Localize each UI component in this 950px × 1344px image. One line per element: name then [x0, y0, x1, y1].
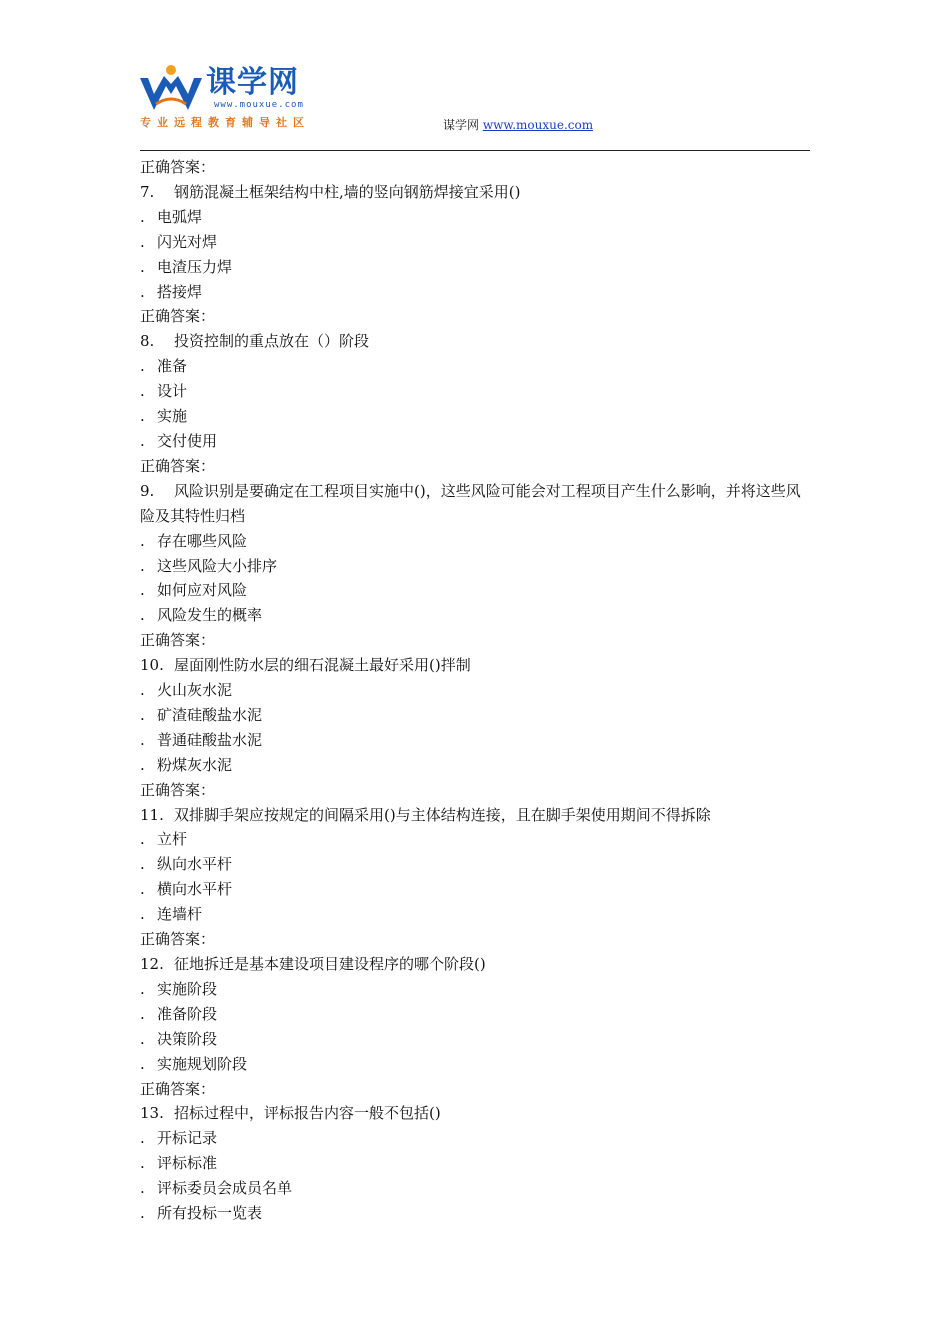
- option-item[interactable]: [140, 902, 812, 927]
- option-marker: .: [140, 257, 145, 276]
- option-marker: .: [140, 855, 145, 874]
- question-item: [140, 952, 812, 977]
- option-text: 搭接焊: [157, 282, 203, 301]
- site-reference: [443, 116, 593, 133]
- question-item: [140, 653, 812, 678]
- option-item[interactable]: [140, 429, 812, 454]
- option-item[interactable]: [140, 678, 812, 703]
- answer-label: 正确答案：: [140, 930, 216, 949]
- option-item[interactable]: [140, 230, 812, 255]
- question-number: 12.: [140, 955, 164, 973]
- option-marker: .: [140, 357, 145, 376]
- question-text: 投资控制的重点放在（）阶段: [174, 332, 370, 351]
- option-marker: .: [140, 407, 145, 426]
- option-item[interactable]: [140, 205, 812, 230]
- question-text: 征地拆迁是基本建设项目建设程序的哪个阶段(): [174, 955, 486, 973]
- option-text: 所有投标一览表: [157, 1204, 263, 1223]
- option-marker: .: [140, 431, 145, 450]
- question-item: [140, 479, 812, 529]
- option-item[interactable]: [140, 1052, 812, 1077]
- option-text: 评标委员会成员名单: [157, 1179, 293, 1198]
- option-item[interactable]: [140, 877, 812, 902]
- answer-label: 正确答案：: [140, 1079, 216, 1098]
- option-marker: .: [140, 556, 145, 575]
- option-item[interactable]: [140, 977, 812, 1002]
- option-marker: .: [140, 382, 145, 401]
- option-text: 评标标准: [157, 1154, 218, 1173]
- logo-url-text: www.mouxue.com: [214, 100, 304, 110]
- option-marker: .: [140, 905, 145, 924]
- option-text: 存在哪些风险: [157, 531, 248, 550]
- question-item: [140, 180, 812, 205]
- option-item[interactable]: [140, 280, 812, 305]
- option-text: 交付使用: [157, 431, 218, 450]
- option-item[interactable]: [140, 852, 812, 877]
- option-marker: .: [140, 1204, 145, 1223]
- question-number: 11.: [140, 805, 164, 824]
- option-text: 风险发生的概率: [157, 606, 263, 625]
- option-marker: .: [140, 282, 145, 301]
- option-item[interactable]: [140, 1176, 812, 1201]
- option-marker: .: [140, 705, 145, 724]
- option-marker: .: [140, 755, 145, 774]
- option-text: 矿渣硅酸盐水泥: [157, 705, 263, 724]
- question-text: 风险识别是要确定在工程项目实施中()，这些风险可能会对工程项目产生什么影响，并将这些风险及其特性归档: [140, 481, 801, 525]
- option-marker: .: [140, 1054, 145, 1073]
- question-text: 屋面刚性防水层的细石混凝土最好采用()拌制: [174, 656, 471, 675]
- option-item[interactable]: [140, 1027, 812, 1052]
- option-text: 横向水平杆: [157, 880, 233, 899]
- option-text: 准备: [157, 357, 188, 376]
- option-text: 闪光对焊: [157, 232, 218, 251]
- option-text: 电弧焊: [157, 207, 203, 226]
- option-text: 立杆: [157, 830, 188, 849]
- option-item[interactable]: [140, 703, 812, 728]
- option-item[interactable]: [140, 827, 812, 852]
- question-text: 钢筋混凝土框架结构中柱,墙的竖向钢筋焊接宜采用(): [174, 182, 521, 201]
- question-number: 8.: [140, 332, 155, 351]
- option-item[interactable]: [140, 379, 812, 404]
- header-divider: [140, 150, 810, 151]
- option-marker: .: [140, 880, 145, 899]
- option-text: 粉煤灰水泥: [157, 755, 233, 774]
- question-number: 7.: [140, 182, 155, 201]
- option-item[interactable]: [140, 554, 812, 579]
- option-item[interactable]: [140, 1126, 812, 1151]
- option-marker: .: [140, 606, 145, 625]
- answer-label: 正确答案：: [140, 780, 216, 799]
- option-text: 实施: [157, 407, 188, 426]
- question-list: [140, 155, 812, 1226]
- site-label: 谋学网: [443, 118, 480, 132]
- book-logo-icon: [138, 64, 204, 112]
- option-marker: .: [140, 531, 145, 550]
- option-item[interactable]: [140, 354, 812, 379]
- option-item[interactable]: [140, 603, 812, 628]
- option-item[interactable]: [140, 1151, 812, 1176]
- option-text: 火山灰水泥: [157, 681, 233, 700]
- answer-label: 正确答案：: [140, 307, 216, 326]
- option-text: 准备阶段: [157, 1004, 218, 1023]
- option-item[interactable]: [140, 255, 812, 280]
- question-text: 双排脚手架应按规定的间隔采用()与主体结构连接，且在脚手架使用期间不得拆除: [174, 805, 711, 824]
- option-marker: .: [140, 1154, 145, 1173]
- logo-brand-text: 课学网: [206, 65, 299, 100]
- option-marker: .: [140, 730, 145, 749]
- option-text: 实施阶段: [157, 979, 218, 998]
- option-marker: .: [140, 1029, 145, 1048]
- site-logo[interactable]: [138, 64, 328, 130]
- answer-label: 正确答案：: [140, 631, 216, 650]
- site-link[interactable]: www.mouxue.com: [482, 118, 594, 132]
- logo-slogan: 专业远程教育辅导社区: [140, 116, 310, 129]
- question-number: 9.: [140, 481, 155, 500]
- option-text: 电渣压力焊: [157, 257, 233, 276]
- option-text: 普通硅酸盐水泥: [157, 730, 263, 749]
- option-item[interactable]: [140, 404, 812, 429]
- option-marker: .: [140, 207, 145, 226]
- option-item[interactable]: [140, 728, 812, 753]
- option-item[interactable]: [140, 578, 812, 603]
- question-item: [140, 803, 812, 828]
- answer-label: 正确答案：: [140, 158, 216, 176]
- option-marker: .: [140, 681, 145, 700]
- option-text: 如何应对风险: [157, 581, 248, 600]
- option-item[interactable]: [140, 1201, 812, 1226]
- option-marker: .: [140, 1179, 145, 1198]
- option-marker: .: [140, 1004, 145, 1023]
- option-text: 决策阶段: [157, 1029, 218, 1048]
- option-item[interactable]: [140, 753, 812, 778]
- option-marker: .: [140, 979, 145, 998]
- answer-label: 正确答案：: [140, 456, 216, 475]
- option-text: 纵向水平杆: [157, 855, 233, 874]
- option-marker: .: [140, 232, 145, 251]
- option-item[interactable]: [140, 529, 812, 554]
- question-item: [140, 329, 812, 354]
- option-text: 这些风险大小排序: [157, 556, 278, 575]
- question-number: 13.: [140, 1104, 164, 1123]
- question-text: 招标过程中，评标报告内容一般不包括(): [174, 1104, 441, 1123]
- option-text: 实施规划阶段: [157, 1054, 248, 1073]
- option-marker: .: [140, 1129, 145, 1148]
- option-text: 连墙杆: [157, 905, 203, 924]
- option-text: 设计: [157, 382, 188, 401]
- page-header: [0, 0, 950, 152]
- question-item: [140, 1101, 812, 1126]
- option-marker: .: [140, 581, 145, 600]
- question-number: 10.: [140, 656, 164, 675]
- option-marker: .: [140, 830, 145, 849]
- option-text: 开标记录: [157, 1129, 218, 1148]
- option-item[interactable]: [140, 1002, 812, 1027]
